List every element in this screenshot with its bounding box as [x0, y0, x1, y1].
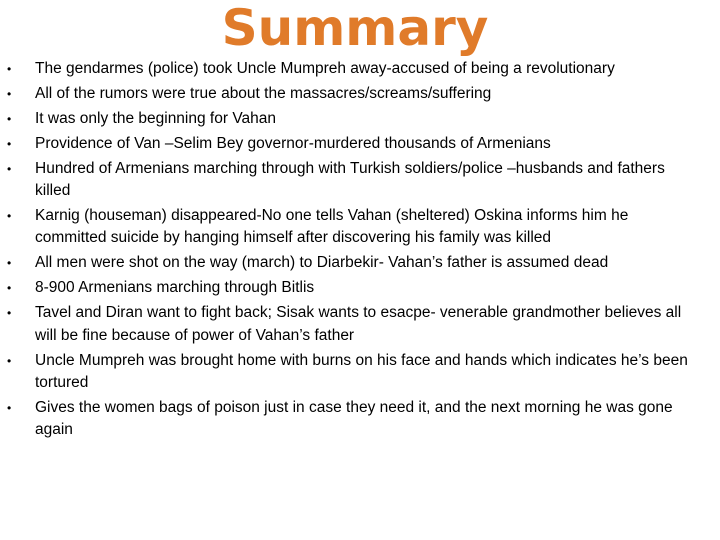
- list-item: [0, 397, 720, 442]
- list-item: [0, 277, 720, 300]
- bullet-list: [0, 58, 720, 444]
- bullet-icon: •: [7, 400, 12, 415]
- bullet-icon: •: [7, 161, 12, 176]
- bullet-icon: •: [7, 353, 12, 368]
- bullet-icon: •: [7, 208, 12, 223]
- bullet-icon: •: [7, 111, 12, 126]
- list-item: [0, 252, 720, 275]
- list-item: [0, 83, 720, 106]
- bullet-icon: •: [7, 86, 12, 101]
- bullet-text: Providence of Van –Selim Bey governor-murdered thousands of Armenians: [35, 134, 551, 152]
- list-item: [0, 158, 720, 203]
- list-item: [0, 350, 720, 395]
- bullet-text: Gives the women bags of poison just in case they need it, and the next morning he was gone again: [35, 398, 673, 439]
- bullet-text: All men were shot on the way (march) to Diarbekir- Vahan’s father is assumed dead: [35, 254, 609, 272]
- bullet-text: It was only the beginning for Vahan: [35, 109, 276, 127]
- bullet-icon: •: [7, 136, 12, 151]
- bullet-text: Karnig (houseman) disappeared-No one tells Vahan (sheltered) Oskina informs him he committed suicide by hanging himself after discovering his family was killed: [35, 206, 629, 247]
- bullet-icon: •: [7, 281, 12, 296]
- list-item: [0, 302, 720, 347]
- list-item: [0, 58, 720, 81]
- bullet-icon: •: [7, 256, 12, 271]
- bullet-text: Tavel and Diran want to fight back; Sisak wants to esacpe- venerable grandmother believes all will be fine because of power of Vahan’s father: [35, 304, 682, 344]
- bullet-icon: •: [7, 306, 12, 321]
- list-item: [0, 205, 720, 250]
- bullet-icon: •: [7, 62, 12, 76]
- list-item: [0, 108, 720, 131]
- bullet-text: Hundred of Armenians marching through with Turkish soldiers/police –husbands and fathers killed: [35, 159, 665, 200]
- bullet-text: All of the rumors were true about the massacres/screams/suffering: [35, 84, 492, 102]
- list-item: [0, 133, 720, 156]
- slide-title: Summary: [221, 0, 489, 57]
- bullet-text: Uncle Mumpreh was brought home with burns on his face and hands which indicates he’s been tortured: [35, 351, 688, 392]
- bullet-text: The gendarmes (police) took Uncle Mumpreh away-accused of being a revolutionary: [35, 60, 615, 77]
- bullet-text: 8-900 Armenians marching through Bitlis: [35, 279, 315, 297]
